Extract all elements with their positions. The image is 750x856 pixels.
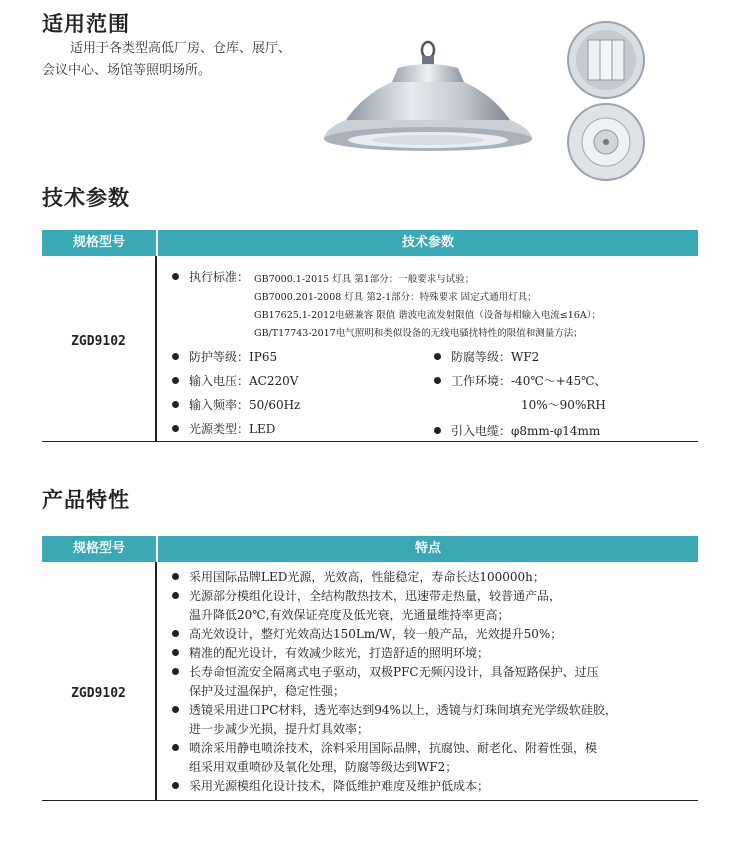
scope-line-2: 会议中心、场馆等照明场所。	[42, 63, 212, 78]
bullet-icon	[172, 668, 179, 675]
lamp-front-image	[566, 20, 646, 100]
bullet-icon	[434, 427, 441, 434]
tech-col-params: 技术参数	[401, 235, 454, 250]
feature-line-continued: 保护及过温保护，稳定性强；	[189, 684, 346, 698]
scope-line-1: 适用于各类型高低厂房、仓库、展厅、	[70, 41, 292, 56]
features-table-header	[42, 536, 698, 562]
bullet-icon	[434, 353, 441, 360]
feature-line: 采用光源模组化设计技术，降低维护难度及维护低成本；	[172, 777, 489, 796]
param-left: 输入频率：50/60Hz	[172, 396, 300, 413]
standard-label: 执行标准：	[189, 270, 250, 284]
table-bottom-border	[42, 800, 698, 801]
features-col-points: 特点	[414, 541, 441, 556]
standard-item: GB/T17743-2017电气照明和类似设备的无线电骚扰特性的限值和测量方法；	[254, 328, 583, 339]
bullet-icon	[434, 377, 441, 384]
scope-description	[42, 38, 342, 82]
feature-line: 长寿命恒流安全隔离式电子驱动，双极PFC无频闪设计，具备短路保护、过压	[172, 663, 599, 682]
column-divider	[155, 562, 157, 800]
features-title: 产品特性	[42, 488, 130, 512]
bullet-icon	[172, 273, 179, 280]
param-left: 输入电压：AC220V	[172, 372, 298, 389]
tech-title: 技术参数	[42, 186, 130, 210]
bullet-icon	[172, 573, 179, 580]
bullet-icon	[172, 744, 179, 751]
features-table	[42, 536, 698, 801]
standard-item: GB17625.1-2012电磁兼容 限值 谐波电流发射限值（设备每相输入电流≤16A）；	[254, 310, 601, 321]
feature-line-continued: 温升降低20℃,有效保证亮度及低光衰，光通量维持率更高；	[189, 608, 510, 622]
bullet-icon	[172, 782, 179, 789]
tech-table-header	[42, 230, 698, 256]
column-divider	[155, 256, 157, 441]
tech-table-body	[42, 256, 698, 442]
standard-item: GB7000.1-2015 灯具 第1部分：一般要求与试验；	[254, 274, 475, 285]
lamp-back-image	[566, 102, 646, 182]
standard-row	[172, 268, 249, 285]
bullet-icon	[172, 425, 179, 432]
bullet-icon	[172, 401, 179, 408]
table-bottom-border	[42, 441, 698, 442]
tech-table	[42, 230, 698, 442]
param-left: 防护等级：IP65	[172, 348, 277, 365]
param-right: 引入电缆：φ8mm-φ14mm	[434, 422, 600, 439]
bullet-icon	[172, 592, 179, 599]
bullet-icon	[172, 630, 179, 637]
param-left: 光源类型：LED	[172, 420, 275, 437]
bullet-icon	[172, 706, 179, 713]
feature-line-continued: 进一步减少光损，提升灯具效率；	[189, 722, 370, 736]
bullet-icon	[172, 649, 179, 656]
tech-model: ZGD9102	[71, 334, 126, 349]
scope-title: 适用范围	[42, 12, 130, 36]
param-right-continued: 10%～90%RH	[521, 398, 606, 412]
features-table-body	[42, 562, 698, 801]
feature-line-continued: 组采用双重喷砂及氧化处理，防腐等级达到WF2；	[189, 760, 458, 774]
param-right: 防腐等级：WF2	[434, 348, 539, 365]
feature-line: 喷涂采用静电喷涂技术，涂料采用国际品牌，抗腐蚀、耐老化、附着性强，模	[172, 739, 597, 758]
features-col-model: 规格型号	[72, 541, 125, 556]
tech-col-model: 规格型号	[72, 235, 125, 250]
bullet-icon	[172, 377, 179, 384]
feature-line: 采用国际品牌LED光源，光效高，性能稳定，寿命长达100000h；	[172, 568, 545, 587]
feature-line: 精准的配光设计，有效减少眩光，打造舒适的照明环境；	[172, 644, 489, 663]
feature-line: 光源部分模组化设计，全结构散热技术，迅速带走热量，较普通产品，	[172, 587, 561, 606]
standard-item: GB7000.201-2008 灯具 第2-1部分：特殊要求 固定式通用灯具；	[254, 292, 537, 303]
feature-line: 高光效设计，整灯光效高达150Lm/W，较一般产品，光效提升50%；	[172, 625, 562, 644]
features-model: ZGD9102	[71, 686, 126, 701]
bullet-icon	[172, 353, 179, 360]
param-right: 工作环境：-40℃～+45℃、	[434, 372, 607, 389]
feature-line: 透镜采用进口PC材料，透光率达到94%以上，透镜与灯珠间填充光学级软硅胶，	[172, 701, 617, 720]
lamp-side-image	[318, 40, 538, 160]
